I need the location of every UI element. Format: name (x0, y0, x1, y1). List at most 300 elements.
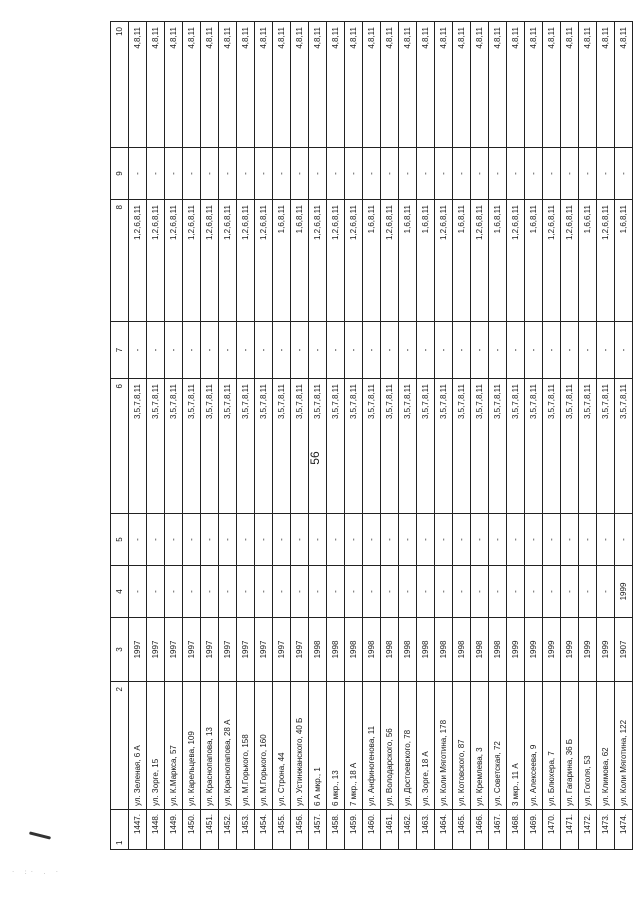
cell-col-5: - (273, 514, 291, 566)
cell-row-number: 1466. (471, 810, 489, 850)
cell-col-4: - (237, 566, 255, 618)
table-row (147, 22, 165, 850)
cell-address: ул. Советская, 72 (489, 682, 507, 810)
cell-row-number: 1458. (327, 810, 345, 850)
cell-row-number: 1472. (579, 810, 597, 850)
cell-col-9: - (489, 148, 507, 200)
cell-col-8: 1,6,8,11 (615, 200, 633, 322)
cell-col-7: - (327, 322, 345, 379)
cell-col-6: 3,5,7,8,11 (309, 379, 327, 514)
column-header-9: 9 (111, 148, 129, 200)
cell-row-number: 1450. (183, 810, 201, 850)
cell-address: 3 мкр., 11 А (507, 682, 525, 810)
cell-col-6: 3,5,7,8,11 (219, 379, 237, 514)
cell-year: 1997 (165, 618, 183, 682)
cell-col-4: - (417, 566, 435, 618)
cell-col-8: 1,2,6,8,11 (309, 200, 327, 322)
cell-col-5: - (219, 514, 237, 566)
table-row (381, 22, 399, 850)
page-number: 56 (308, 451, 322, 465)
table-row (417, 22, 435, 850)
cell-col-10: 4,8,11 (381, 22, 399, 148)
cell-col-6: 3,5,7,8,11 (579, 379, 597, 514)
cell-col-8: 1,2,6,8,11 (147, 200, 165, 322)
cell-year: 1999 (579, 618, 597, 682)
cell-col-5: - (309, 514, 327, 566)
table-row (219, 22, 237, 850)
cell-col-9: - (507, 148, 525, 200)
cell-year: 1997 (255, 618, 273, 682)
cell-year: 1998 (399, 618, 417, 682)
cell-col-8: 1,6,8,11 (399, 200, 417, 322)
cell-col-4: - (183, 566, 201, 618)
cell-col-10: 4,8,11 (561, 22, 579, 148)
cell-col-9: - (255, 148, 273, 200)
cell-col-8: 1,2,6,8,11 (327, 200, 345, 322)
cell-address: ул. Строна, 44 (273, 682, 291, 810)
cell-col-9: - (273, 148, 291, 200)
cell-col-4: - (201, 566, 219, 618)
cell-year: 1997 (219, 618, 237, 682)
cell-col-5: - (435, 514, 453, 566)
cell-col-9: - (471, 148, 489, 200)
cell-row-number: 1461. (381, 810, 399, 850)
cell-row-number: 1459. (345, 810, 363, 850)
cell-year: 1907 (615, 618, 633, 682)
cell-row-number: 1467. (489, 810, 507, 850)
cell-address: ул. Зеленая, 6 А (129, 682, 147, 810)
cell-year: 1999 (507, 618, 525, 682)
cell-year: 1998 (471, 618, 489, 682)
column-header-3: 3 (111, 618, 129, 682)
cell-col-4: - (273, 566, 291, 618)
cell-col-5: - (525, 514, 543, 566)
cell-col-5: - (327, 514, 345, 566)
cell-row-number: 1448. (147, 810, 165, 850)
cell-col-9: - (579, 148, 597, 200)
cell-col-10: 4,8,11 (471, 22, 489, 148)
cell-col-6: 3,5,7,8,11 (237, 379, 255, 514)
cell-col-10: 4,8,11 (489, 22, 507, 148)
cell-col-7: - (597, 322, 615, 379)
cell-col-6: 3,5,7,8,11 (399, 379, 417, 514)
cell-address: ул. Краснопапова, 13 (201, 682, 219, 810)
cell-col-5: - (417, 514, 435, 566)
cell-col-6: 3,5,7,8,11 (255, 379, 273, 514)
cell-year: 1998 (309, 618, 327, 682)
cell-col-9: - (399, 148, 417, 200)
cell-row-number: 1462. (399, 810, 417, 850)
cell-col-4: - (363, 566, 381, 618)
cell-col-7: - (435, 322, 453, 379)
cell-col-6: 3,5,7,8,11 (525, 379, 543, 514)
cell-col-10: 4,8,11 (165, 22, 183, 148)
cell-year: 1999 (543, 618, 561, 682)
cell-col-5: - (381, 514, 399, 566)
cell-col-10: 4,8,11 (345, 22, 363, 148)
cell-col-5: - (165, 514, 183, 566)
cell-col-7: - (471, 322, 489, 379)
cell-col-7: - (507, 322, 525, 379)
cell-year: 1997 (291, 618, 309, 682)
cell-col-8: 1,2,6,8,11 (219, 200, 237, 322)
cell-row-number: 1449. (165, 810, 183, 850)
cell-col-9: - (237, 148, 255, 200)
cell-col-8: 1,6,8,11 (525, 200, 543, 322)
cell-col-9: - (381, 148, 399, 200)
cell-col-7: - (237, 322, 255, 379)
cell-col-9: - (345, 148, 363, 200)
column-header-8: 8 (111, 200, 129, 322)
cell-col-5: - (291, 514, 309, 566)
cell-year: 1998 (435, 618, 453, 682)
cell-address: ул. Коли Мяготина, 122 (615, 682, 633, 810)
cell-row-number: 1463. (417, 810, 435, 850)
cell-col-7: - (165, 322, 183, 379)
table-row (255, 22, 273, 850)
cell-year: 1999 (597, 618, 615, 682)
table-row (201, 22, 219, 850)
cell-address: ул. Гоголя, 53 (579, 682, 597, 810)
cell-col-10: 4,8,11 (237, 22, 255, 148)
cell-col-8: 1,2,6,8,11 (381, 200, 399, 322)
table-row (561, 22, 579, 850)
cell-col-7: - (363, 322, 381, 379)
cell-col-7: - (615, 322, 633, 379)
cell-col-10: 4,8,11 (543, 22, 561, 148)
cell-row-number: 1474. (615, 810, 633, 850)
cell-col-6: 3,5,7,8,11 (201, 379, 219, 514)
cell-col-6: 3,5,7,8,11 (165, 379, 183, 514)
cell-address: ул. Коли Мяготина, 178 (435, 682, 453, 810)
cell-col-10: 4,8,11 (183, 22, 201, 148)
table-row (183, 22, 201, 850)
cell-col-8: 1,2,6,8,11 (435, 200, 453, 322)
cell-col-10: 4,8,11 (417, 22, 435, 148)
cell-col-8: 1,2,6,8,11 (201, 200, 219, 322)
cell-col-5: - (579, 514, 597, 566)
table-row (507, 22, 525, 850)
cell-address: ул. Карельцева, 109 (183, 682, 201, 810)
cell-col-6: 3,5,7,8,11 (435, 379, 453, 514)
cell-address: ул. Гагарина, 36 Б (561, 682, 579, 810)
cell-col-6: 3,5,7,8,11 (453, 379, 471, 514)
cell-col-5: - (507, 514, 525, 566)
cell-col-7: - (399, 322, 417, 379)
table-row (363, 22, 381, 850)
cell-year: 1999 (525, 618, 543, 682)
column-header-1: 1 (111, 810, 129, 850)
cell-col-4: - (507, 566, 525, 618)
cell-address: 6 мкр., 13 (327, 682, 345, 810)
cell-col-4: - (381, 566, 399, 618)
cell-col-9: - (327, 148, 345, 200)
column-header-2: 2 (111, 682, 129, 810)
cell-col-9: - (561, 148, 579, 200)
cell-address: ул. Устинжанского, 40 Б (291, 682, 309, 810)
cell-row-number: 1468. (507, 810, 525, 850)
cell-col-6: 3,5,7,8,11 (417, 379, 435, 514)
cell-row-number: 1453. (237, 810, 255, 850)
table-row (435, 22, 453, 850)
cell-col-8: 1,2,6,8,11 (507, 200, 525, 322)
cell-col-9: - (543, 148, 561, 200)
cell-col-5: - (201, 514, 219, 566)
table-row (525, 22, 543, 850)
cell-col-7: - (417, 322, 435, 379)
cell-col-9: - (435, 148, 453, 200)
cell-year: 1997 (273, 618, 291, 682)
cell-col-8: 1,2,6,8,11 (237, 200, 255, 322)
table-body (129, 22, 633, 850)
cell-col-9: - (417, 148, 435, 200)
cell-col-8: 1,6,8,11 (363, 200, 381, 322)
cell-col-5: - (489, 514, 507, 566)
cell-year: 1998 (327, 618, 345, 682)
cell-col-7: - (489, 322, 507, 379)
cell-year: 1999 (561, 618, 579, 682)
cell-col-10: 4,8,11 (147, 22, 165, 148)
cell-col-6: 3,5,7,8,11 (345, 379, 363, 514)
table-row (489, 22, 507, 850)
cell-col-4: - (327, 566, 345, 618)
table-row (615, 22, 633, 850)
column-header-6: 6 (111, 379, 129, 514)
cell-col-9: - (219, 148, 237, 200)
cell-col-10: 4,8,11 (309, 22, 327, 148)
cell-col-10: 4,8,11 (327, 22, 345, 148)
cell-col-4: - (471, 566, 489, 618)
cell-col-10: 4,8,11 (597, 22, 615, 148)
cell-col-10: 4,8,11 (219, 22, 237, 148)
table-row (579, 22, 597, 850)
cell-col-5: - (345, 514, 363, 566)
cell-col-6: 3,5,7,8,11 (561, 379, 579, 514)
cell-col-6: 3,5,7,8,11 (615, 379, 633, 514)
cell-col-8: 1,2,6,8,11 (345, 200, 363, 322)
cell-row-number: 1451. (201, 810, 219, 850)
cell-col-9: - (363, 148, 381, 200)
cell-year: 1998 (363, 618, 381, 682)
cell-col-5: - (453, 514, 471, 566)
cell-col-5: - (543, 514, 561, 566)
cell-col-7: - (219, 322, 237, 379)
cell-col-10: 4,8,11 (399, 22, 417, 148)
scan-pen-mark (29, 831, 51, 839)
cell-col-7: - (381, 322, 399, 379)
cell-col-7: - (345, 322, 363, 379)
cell-col-6: 3,5,7,8,11 (327, 379, 345, 514)
cell-year: 1998 (453, 618, 471, 682)
cell-address: ул. М.Горького, 158 (237, 682, 255, 810)
cell-col-4: - (561, 566, 579, 618)
cell-address: ул. К.Маркса, 57 (165, 682, 183, 810)
cell-col-5: - (615, 514, 633, 566)
cell-col-10: 4,8,11 (615, 22, 633, 148)
cell-address: ул. Достоевского, 78 (399, 682, 417, 810)
cell-col-9: - (615, 148, 633, 200)
cell-col-7: - (309, 322, 327, 379)
cell-col-6: 3,5,7,8,11 (543, 379, 561, 514)
table-row (453, 22, 471, 850)
table-row (471, 22, 489, 850)
cell-col-5: - (471, 514, 489, 566)
cell-col-4: - (399, 566, 417, 618)
cell-address: ул. Володарского, 56 (381, 682, 399, 810)
cell-col-8: 1,2,6,8,11 (255, 200, 273, 322)
cell-col-9: - (183, 148, 201, 200)
cell-year: 1998 (345, 618, 363, 682)
cell-col-10: 4,8,11 (201, 22, 219, 148)
column-header-10: 10 (111, 22, 129, 148)
cell-col-7: - (579, 322, 597, 379)
cell-year: 1998 (489, 618, 507, 682)
cell-col-9: - (201, 148, 219, 200)
cell-col-4: - (579, 566, 597, 618)
table-row (291, 22, 309, 850)
cell-address: 6 А мкр., 1 (309, 682, 327, 810)
cell-col-5: - (399, 514, 417, 566)
cell-row-number: 1464. (435, 810, 453, 850)
cell-col-8: 1,6,8,11 (417, 200, 435, 322)
register-table-container (110, 27, 633, 850)
cell-col-4: - (345, 566, 363, 618)
cell-col-7: - (291, 322, 309, 379)
cell-col-6: 3,5,7,8,11 (183, 379, 201, 514)
cell-col-6: 3,5,7,8,11 (147, 379, 165, 514)
cell-col-4: - (435, 566, 453, 618)
cell-address: ул. Зорге, 18 А (417, 682, 435, 810)
cell-col-10: 4,8,11 (453, 22, 471, 148)
cell-col-10: 4,8,11 (525, 22, 543, 148)
cell-col-6: 3,5,7,8,11 (597, 379, 615, 514)
cell-col-5: - (237, 514, 255, 566)
table-row (345, 22, 363, 850)
register-table (110, 21, 633, 850)
cell-row-number: 1452. (219, 810, 237, 850)
cell-col-5: - (255, 514, 273, 566)
cell-col-8: 1,2,6,8,11 (543, 200, 561, 322)
cell-col-4: - (165, 566, 183, 618)
cell-address: ул. Зорге, 15 (147, 682, 165, 810)
cell-col-6: 3,5,7,8,11 (291, 379, 309, 514)
cell-col-10: 4,8,11 (579, 22, 597, 148)
table-row (309, 22, 327, 850)
header-row (111, 22, 129, 850)
cell-col-8: 1,2,6,8,11 (561, 200, 579, 322)
cell-address: ул. Кремлева, 3 (471, 682, 489, 810)
column-header-5: 5 (111, 514, 129, 566)
table-row (543, 22, 561, 850)
cell-col-10: 4,8,11 (507, 22, 525, 148)
cell-col-4: - (525, 566, 543, 618)
column-header-7: 7 (111, 322, 129, 379)
cell-year: 1997 (129, 618, 147, 682)
cell-address: ул. Котовского, 87 (453, 682, 471, 810)
cell-col-10: 4,8,11 (273, 22, 291, 148)
cell-col-9: - (453, 148, 471, 200)
table-row (237, 22, 255, 850)
cell-col-8: 1,2,6,8,11 (165, 200, 183, 322)
cell-col-10: 4,8,11 (129, 22, 147, 148)
cell-address: ул. Краснопапова, 28 А (219, 682, 237, 810)
cell-col-7: - (543, 322, 561, 379)
cell-row-number: 1471. (561, 810, 579, 850)
cell-col-7: - (147, 322, 165, 379)
cell-col-8: 1,6,6,11 (579, 200, 597, 322)
cell-col-8: 1,2,6,8,11 (471, 200, 489, 322)
cell-row-number: 1470. (543, 810, 561, 850)
cell-row-number: 1456. (291, 810, 309, 850)
table-row (129, 22, 147, 850)
cell-address: ул. Климова, 62 (597, 682, 615, 810)
cell-col-9: - (165, 148, 183, 200)
table-row (597, 22, 615, 850)
table-row (165, 22, 183, 850)
cell-address: 7 мкр., 18 А (345, 682, 363, 810)
table-row (399, 22, 417, 850)
cell-col-4: - (291, 566, 309, 618)
cell-col-8: 1,6,8,11 (273, 200, 291, 322)
cell-col-4: - (597, 566, 615, 618)
cell-col-7: - (183, 322, 201, 379)
cell-col-10: 4,8,11 (363, 22, 381, 148)
cell-row-number: 1455. (273, 810, 291, 850)
cell-row-number: 1447. (129, 810, 147, 850)
cell-address: ул. М.Горького, 160 (255, 682, 273, 810)
scan-noise-dots: · :· . · (12, 868, 62, 876)
cell-row-number: 1465. (453, 810, 471, 850)
cell-row-number: 1469. (525, 810, 543, 850)
cell-col-8: 1,2,6,8,11 (597, 200, 615, 322)
cell-col-10: 4,8,11 (291, 22, 309, 148)
cell-col-5: - (183, 514, 201, 566)
cell-col-4: 1999 (615, 566, 633, 618)
cell-col-8: 1,2,6,8,11 (129, 200, 147, 322)
cell-col-6: 3,5,7,8,11 (273, 379, 291, 514)
cell-col-6: 3,5,7,8,11 (129, 379, 147, 514)
cell-address: ул. Алексеева, 9 (525, 682, 543, 810)
cell-col-4: - (219, 566, 237, 618)
cell-col-9: - (309, 148, 327, 200)
cell-col-9: - (525, 148, 543, 200)
cell-col-8: 1,6,8,11 (489, 200, 507, 322)
cell-address: ул. Блюхера, 7 (543, 682, 561, 810)
cell-col-5: - (147, 514, 165, 566)
cell-col-10: 4,8,11 (435, 22, 453, 148)
cell-col-9: - (147, 148, 165, 200)
cell-col-6: 3,5,7,8,11 (363, 379, 381, 514)
table-row (273, 22, 291, 850)
cell-col-4: - (309, 566, 327, 618)
cell-address: ул. Анфиногенова, 11 (363, 682, 381, 810)
cell-col-9: - (597, 148, 615, 200)
cell-year: 1998 (417, 618, 435, 682)
cell-col-4: - (147, 566, 165, 618)
cell-col-8: 1,6,8,11 (291, 200, 309, 322)
cell-col-4: - (129, 566, 147, 618)
cell-col-4: - (543, 566, 561, 618)
cell-col-7: - (129, 322, 147, 379)
table-row (327, 22, 345, 850)
cell-col-4: - (453, 566, 471, 618)
cell-year: 1997 (237, 618, 255, 682)
cell-row-number: 1454. (255, 810, 273, 850)
cell-col-7: - (453, 322, 471, 379)
column-header-4: 4 (111, 566, 129, 618)
cell-col-5: - (561, 514, 579, 566)
cell-col-7: - (255, 322, 273, 379)
